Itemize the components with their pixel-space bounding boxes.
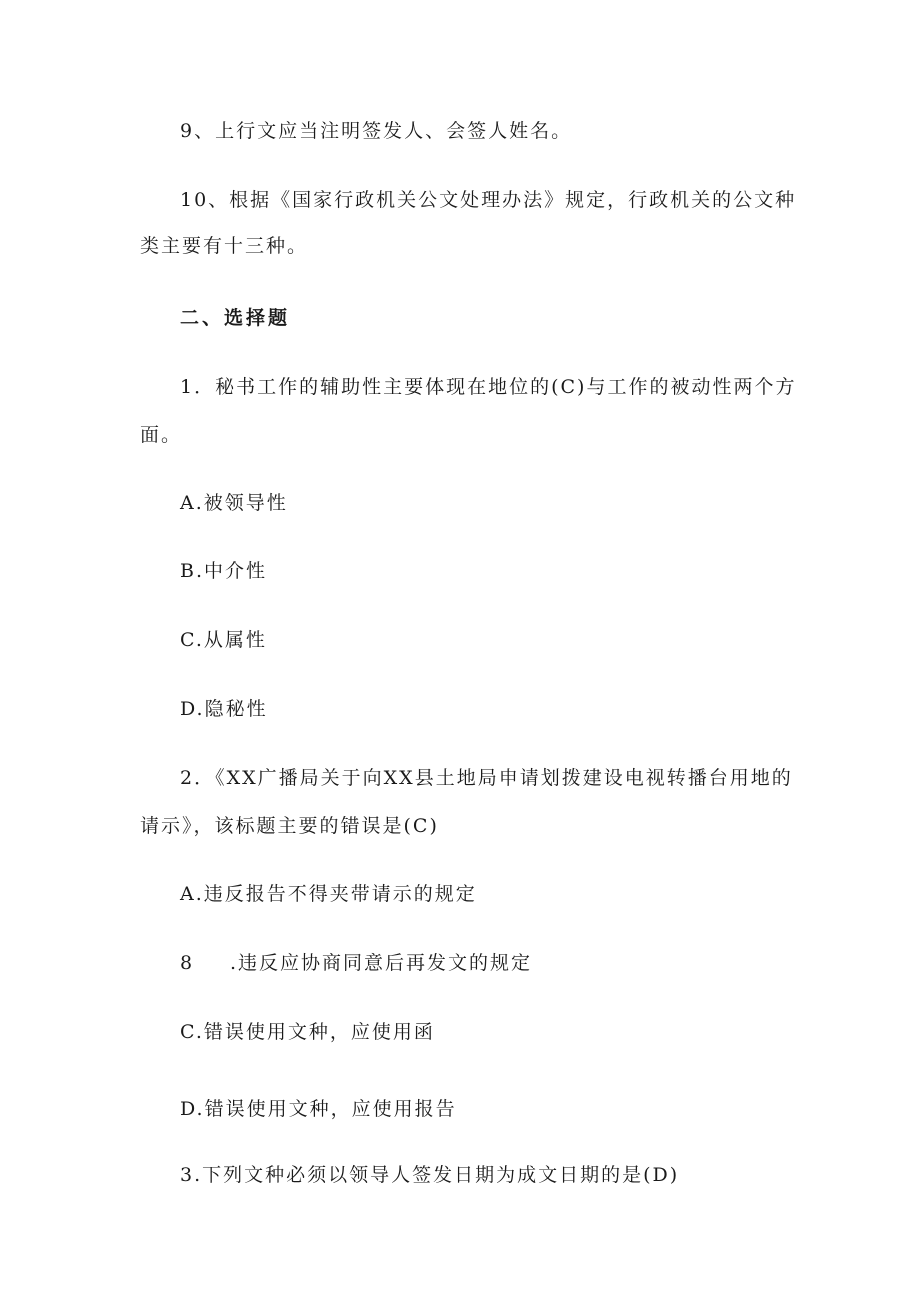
question-2-line-2: 请示》，该标题主要的错误是(C) — [140, 815, 439, 837]
question-1-option-c: C.从属性 — [180, 629, 267, 651]
question-2-option-b — [180, 949, 532, 977]
question-2-option-b-number: 8 — [180, 952, 195, 974]
question-2-line-1: 2．《XX广播局关于向XX县土地局申请划拨建设电视转播台用地的 — [180, 767, 793, 789]
question-1-line-2: 面。 — [140, 424, 183, 446]
question-1-option-b: B.中介性 — [180, 560, 268, 582]
section-heading: 二、选择题 — [180, 307, 291, 329]
question-1-option-a: A.被领导性 — [180, 492, 288, 514]
paragraph-item-10-line-1: 10、根据《国家行政机关公文处理办法》规定，行政机关的公文种 — [180, 189, 797, 211]
question-2-option-a: A.违反报告不得夹带请示的规定 — [180, 883, 477, 905]
question-2-option-c: C.错误使用文种，应使用函 — [180, 1021, 435, 1043]
paragraph-item-10-line-2: 类主要有十三种。 — [140, 235, 309, 257]
question-2-option-b-text: .违反应协商同意后再发文的规定 — [230, 952, 533, 974]
question-2-option-d: D.错误使用文种，应使用报告 — [180, 1098, 457, 1120]
paragraph-item-9: 9、上行文应当注明签发人、会签人姓名。 — [180, 120, 573, 142]
question-1-line-1: 1．秘书工作的辅助性主要体现在地位的(C)与工作的被动性两个方 — [180, 376, 797, 398]
question-3-line-1: 3.下列文种必须以领导人签发日期为成文日期的是(D) — [180, 1164, 680, 1186]
question-1-option-d: D.隐秘性 — [180, 698, 268, 720]
